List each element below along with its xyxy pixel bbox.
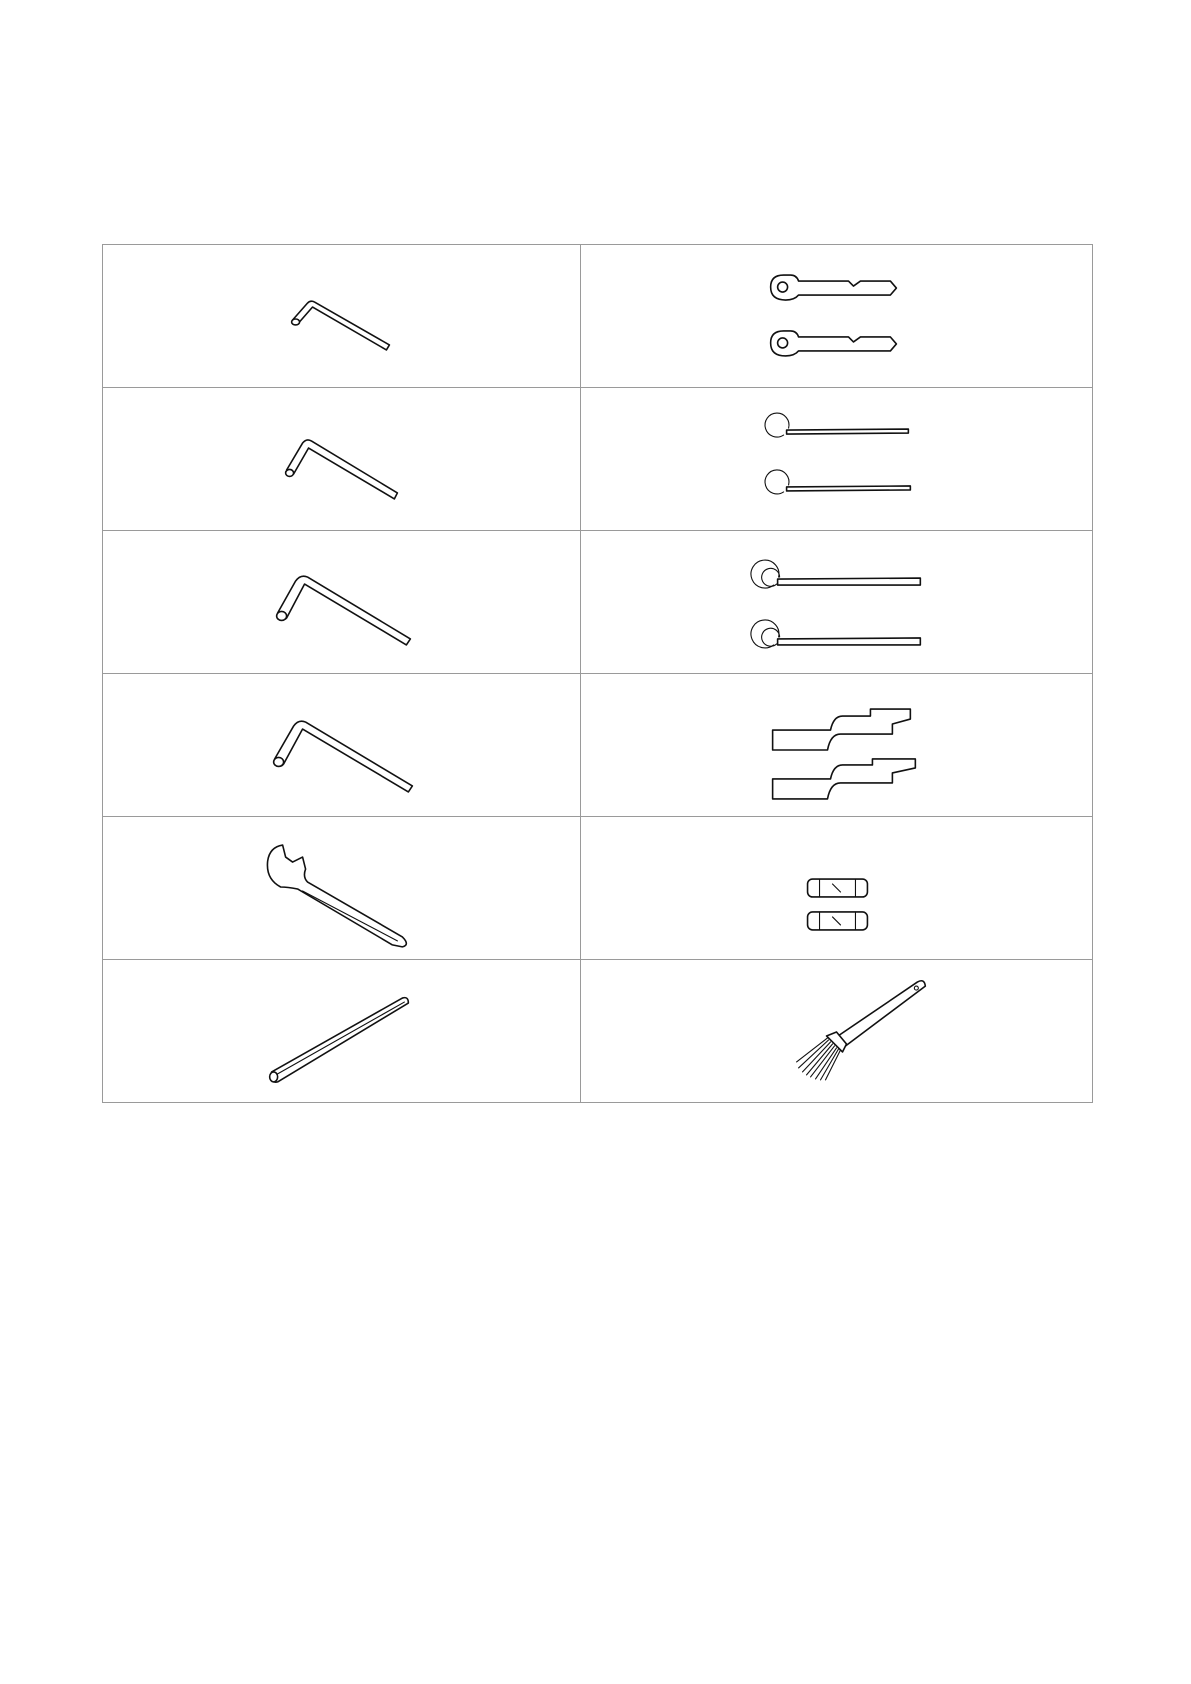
table-cell: [581, 388, 1093, 531]
open-end-wrench-icon: [103, 817, 580, 959]
table-row: [103, 960, 1093, 1103]
table-row: [103, 245, 1093, 388]
round-rod-icon: [103, 960, 580, 1102]
table-cell: [581, 674, 1093, 817]
paint-brush-icon: [581, 960, 1092, 1102]
long-eye-pin-pair-icon: [581, 531, 1092, 673]
table-cell: [103, 817, 581, 960]
table-row: [103, 817, 1093, 960]
table-cell: [103, 388, 581, 531]
table-row: [103, 388, 1093, 531]
table-cell: [581, 245, 1093, 388]
glass-fuse-pair-icon: [581, 817, 1092, 959]
table-cell: [103, 960, 581, 1103]
hex-key-icon: [103, 388, 580, 530]
table-cell: [581, 531, 1093, 674]
large-hex-key-icon: [103, 531, 580, 673]
stepped-blade-pair-icon: [581, 674, 1092, 816]
table-cell: [103, 674, 581, 817]
table-cell: [581, 960, 1093, 1103]
table-cell: [103, 531, 581, 674]
xl-hex-key-icon: [103, 674, 580, 816]
flat-key-pair-icon: [581, 245, 1092, 387]
short-eye-pin-pair-icon: [581, 388, 1092, 530]
table-cell: [103, 245, 581, 388]
table-row: [103, 531, 1093, 674]
table-row: [103, 674, 1093, 817]
small-hex-key-icon: [103, 245, 580, 387]
table-cell: [581, 817, 1093, 960]
tool-inventory-table: [102, 244, 1093, 1103]
